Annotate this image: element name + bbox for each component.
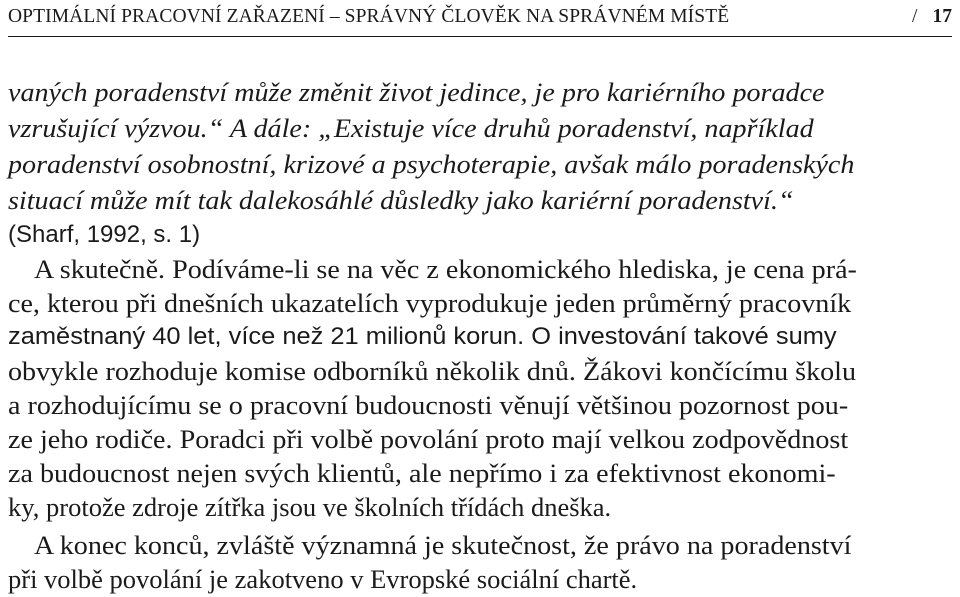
text-line-quote: vzrušující výzvou.“ A dále: „Existuje více druhů poradenství, například [8,113,814,143]
citation: (Sharf, 1992, s. 1) [8,221,201,248]
text-line-quote: vaných poradenství může změnit život jedince, je pro kariérního poradce [8,77,825,107]
paragraph-line: a rozhodujícímu se o pracovní budoucnosti věnují většinou pozornost pou- [8,390,849,420]
paragraph-line: při volbě povolání je zakotveno v Evropské sociální chartě. [8,564,638,594]
paragraph-line: A skutečně. Podíváme-li se na věc z ekonomického hlediska, je cena prá- [34,254,857,284]
running-header [8,0,952,37]
text-line-quote: situací může mít tak dalekosáhlé důsledky jako kariérní poradenství.“ [8,185,794,215]
chapter-title: OPTIMÁLNÍ PRACOVNÍ ZAŘAZENÍ – SPRÁVNÝ ČLOVĚK NA SPRÁVNÉM MÍSTĚ [8,6,730,27]
paragraph-line: zaměstnaný 40 let, více než 21 milionů korun. O investování takové sumy [8,323,837,350]
paragraph-line: A konec konců, zvláště významná je skutečnost, že právo na poradenství [34,530,852,560]
page-number: 17 [932,6,952,27]
header-separator: / [912,6,918,27]
paragraph-line: ky, protože zdroje zítřka jsou ve školních třídách dneška. [8,492,612,522]
paragraph-line: ze jeho rodiče. Poradci při volbě povolání proto mají velkou zodpovědnost [8,424,849,454]
paragraph-line: ce, kterou při dnešních ukazatelích vyprodukuje jeden průměrný pracovník [8,288,852,318]
paragraph-line: za budoucnost nejen svých klientů, ale nepřímo i za efektivnost ekonomi- [8,458,836,488]
text-line-quote: poradenství osobnostní, krizové a psychoterapie, avšak málo poradenských [8,149,855,179]
paragraph-line: obvykle rozhoduje komise odborníků několik dnů. Žákovi končícímu školu [8,356,857,386]
